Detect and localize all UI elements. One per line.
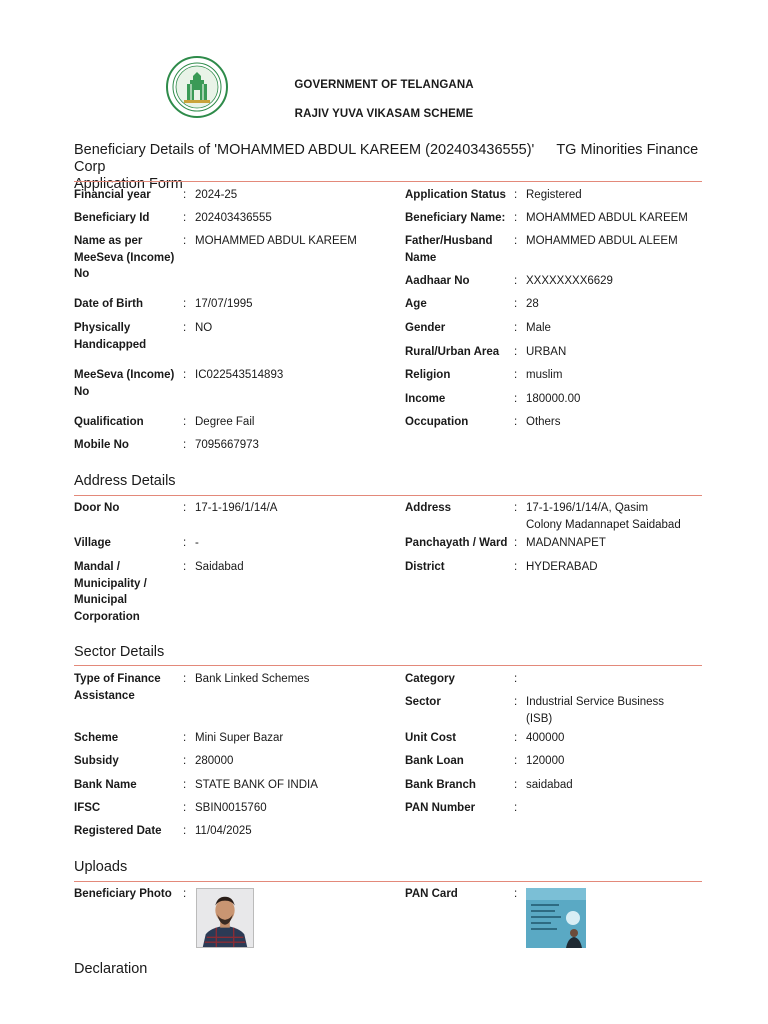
field-label: Sector (405, 696, 441, 708)
field-label: Religion (405, 369, 451, 381)
field-label: Bank Name (74, 779, 137, 791)
field-value: HYDERABAD (526, 561, 598, 573)
field-value: Others (526, 416, 561, 428)
field-value: 17/07/1995 (195, 298, 253, 310)
field-colon: : (183, 755, 187, 767)
field-colon: : (514, 275, 518, 287)
field-colon: : (183, 502, 187, 514)
field-value: Mini Super Bazar (195, 732, 284, 744)
field-value: 7095667973 (195, 439, 259, 451)
uploads-heading: Uploads (74, 859, 128, 875)
field-colon: : (514, 561, 518, 573)
field-colon: : (183, 189, 187, 201)
pan-card-image (526, 888, 586, 948)
field-label: Registered Date (74, 825, 162, 837)
section-divider (74, 495, 702, 496)
field-value: MOHAMMED ABDUL KAREEM (195, 235, 357, 247)
title-form: Application Form (74, 176, 183, 192)
government-heading: GOVERNMENT OF TELANGANA (294, 79, 474, 91)
section-divider (74, 881, 702, 882)
field-label: Panchayath / Ward (405, 537, 508, 549)
field-label: Physically Handicapped (74, 322, 147, 351)
field-label: Name as per MeeSeva (Income) No (74, 235, 175, 280)
field-colon: : (514, 212, 518, 224)
field-label: Father/Husband Name (405, 235, 493, 264)
section-divider (74, 181, 702, 182)
field-value: 400000 (526, 732, 565, 744)
field-value: XXXXXXXX6629 (526, 275, 613, 287)
field-value: MOHAMMED ABDUL ALEEM (526, 235, 678, 247)
field-colon: : (183, 439, 187, 451)
field-label: Category (405, 673, 455, 685)
field-colon: : (183, 369, 187, 381)
declaration-heading: Declaration (74, 961, 148, 977)
field-colon: : (514, 502, 518, 514)
field-label: Aadhaar No (405, 275, 470, 287)
field-value: Male (526, 322, 551, 334)
field-colon: : (514, 346, 518, 358)
field-colon: : (514, 802, 518, 814)
field-label: Rural/Urban Area (405, 346, 500, 358)
field-colon: : (183, 416, 187, 428)
field-label: PAN Number (405, 802, 476, 814)
field-value: MADANNAPET (526, 537, 606, 549)
field-label: Door No (74, 502, 120, 514)
field-label: Bank Loan (405, 755, 464, 767)
field-value: 17-1-196/1/14/A, Qasim Colony Madannapet Saidabad (526, 502, 681, 531)
field-label: Subsidy (74, 755, 119, 767)
field-label: Income (405, 393, 446, 405)
field-label: Bank Branch (405, 779, 476, 791)
field-value: 11/04/2025 (195, 825, 252, 837)
field-label: District (405, 561, 445, 573)
field-colon: : (183, 537, 187, 549)
field-colon: : (514, 322, 518, 334)
field-colon: : (183, 235, 187, 247)
field-colon: : (514, 673, 518, 685)
field-colon: : (183, 298, 187, 310)
field-colon: : (514, 298, 518, 310)
field-value: Registered (526, 189, 582, 201)
field-colon: : (183, 212, 187, 224)
field-value: saidabad (526, 779, 573, 791)
field-label: Village (74, 537, 111, 549)
beneficiary-photo (196, 888, 254, 948)
field-label: Application Status (405, 189, 506, 201)
page-title (74, 142, 714, 193)
field-value: SBIN0015760 (195, 802, 267, 814)
field-label: Age (405, 298, 427, 310)
field-label: Mandal / Municipality / Municipal Corporation (74, 561, 147, 623)
address-details-heading: Address Details (74, 473, 176, 489)
field-label: Qualification (74, 416, 144, 428)
field-colon: : (514, 779, 518, 791)
field-label: Occupation (405, 416, 469, 428)
sector-details-heading: Sector Details (74, 644, 165, 660)
pan-card-label: PAN Card (405, 888, 458, 900)
field-label: Financial year (74, 189, 151, 201)
field-value: NO (195, 322, 213, 334)
field-colon: : (514, 755, 518, 767)
field-colon: : (183, 825, 187, 837)
field-colon: : (514, 696, 518, 708)
field-value: 28 (526, 298, 539, 310)
scheme-heading: RAJIV YUVA VIKASAM SCHEME (294, 108, 474, 120)
field-colon: : (514, 393, 518, 405)
field-value: Degree Fail (195, 416, 255, 428)
field-value: IC022543514893 (195, 369, 284, 381)
title-beneficiary: Beneficiary Details of 'MOHAMMED ABDUL KAREEM (202403436555)' (74, 142, 535, 158)
field-colon: : (514, 235, 518, 247)
field-value: 120000 (526, 755, 565, 767)
field-label: Type of Finance Assistance (74, 673, 161, 702)
field-label: Unit Cost (405, 732, 457, 744)
field-label: Scheme (74, 732, 119, 744)
field-colon: : (183, 802, 187, 814)
field-label: Gender (405, 322, 446, 334)
field-colon: : (514, 888, 518, 900)
field-value: Bank Linked Schemes (195, 673, 310, 685)
field-colon: : (183, 888, 187, 900)
field-value: 17-1-196/1/14/A (195, 502, 278, 514)
field-label: Date of Birth (74, 298, 143, 310)
field-colon: : (183, 673, 187, 685)
field-label: Mobile No (74, 439, 129, 451)
section-divider (74, 665, 702, 666)
field-colon: : (514, 416, 518, 428)
field-value: Industrial Service Business (ISB) (526, 696, 665, 725)
field-value: 280000 (195, 755, 234, 767)
field-value: muslim (526, 369, 563, 381)
field-label: IFSC (74, 802, 101, 814)
beneficiary-photo-label: Beneficiary Photo (74, 888, 172, 900)
field-value: STATE BANK OF INDIA (195, 779, 318, 791)
field-value: MOHAMMED ABDUL KAREEM (526, 212, 688, 224)
title-corporation: TG Minorities Finance Corp (74, 142, 699, 175)
field-colon: : (183, 732, 187, 744)
field-value: 2024-25 (195, 189, 238, 201)
field-value: 180000.00 (526, 393, 581, 405)
field-colon: : (514, 537, 518, 549)
field-value: URBAN (526, 346, 567, 358)
field-colon: : (514, 369, 518, 381)
field-label: Address (405, 502, 452, 514)
field-colon: : (514, 189, 518, 201)
field-colon: : (183, 322, 187, 334)
field-label: Beneficiary Name: (405, 212, 506, 224)
field-value: 202403436555 (195, 212, 272, 224)
field-label: Beneficiary Id (74, 212, 150, 224)
field-colon: : (514, 732, 518, 744)
field-value: - (195, 537, 199, 549)
field-colon: : (183, 779, 187, 791)
field-value: Saidabad (195, 561, 244, 573)
field-label: MeeSeva (Income) No (74, 369, 175, 398)
field-colon: : (183, 561, 187, 573)
